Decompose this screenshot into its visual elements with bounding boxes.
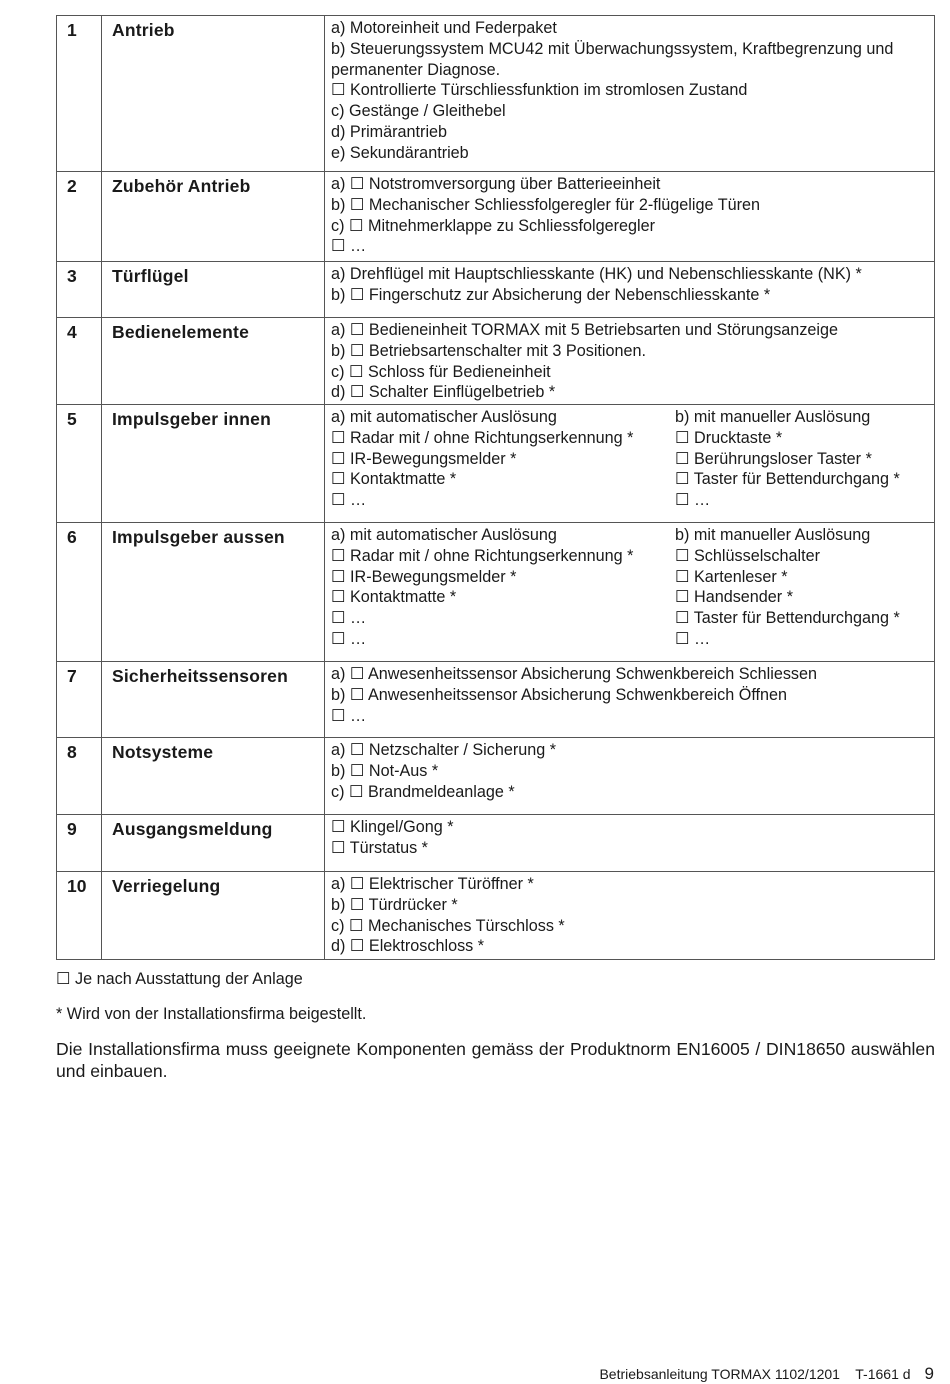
- description-line: b) ☐ Türdrücker *: [331, 895, 458, 914]
- row-number: 2: [57, 172, 102, 262]
- description-line: ☐ Berührungsloser Taster *: [675, 449, 872, 468]
- description-line: ☐ Drucktaste *: [675, 428, 783, 447]
- description-line: ☐ …: [675, 629, 711, 648]
- table-row: [57, 172, 935, 262]
- row-title: Sicherheitssensoren: [102, 662, 325, 738]
- automatic-trigger-column: [331, 407, 675, 511]
- row-description: [325, 872, 935, 960]
- description-line: c) ☐ Mitnehmerklappe zu Schliessfolgeregler: [331, 216, 656, 235]
- description-line: c) ☐ Schloss für Bedieneinheit: [331, 362, 551, 381]
- row-description: [325, 172, 935, 262]
- row-number: 9: [57, 815, 102, 872]
- row-title: Zubehör Antrieb: [102, 172, 325, 262]
- row-title: Verriegelung: [102, 872, 325, 960]
- row-title: Impulsgeber aussen: [102, 523, 325, 662]
- description-line: ☐ …: [331, 609, 367, 628]
- description-line: ☐ IR-Bewegungsmelder *: [331, 449, 517, 468]
- description-columns: [331, 525, 928, 650]
- row-description: [325, 662, 935, 738]
- description-line: a) Motoreinheit und Federpaket: [331, 19, 557, 37]
- page-footer: [599, 1364, 934, 1384]
- description-line: a) ☐ Bedieneinheit TORMAX mit 5 Betriebsarten und Störungsanzeige: [331, 321, 839, 339]
- description-line: c) ☐ Brandmeldeanlage *: [331, 782, 515, 801]
- row-number: 5: [57, 405, 102, 523]
- description-line: a) mit automatischer Auslösung: [331, 526, 557, 544]
- description-line: b) ☐ Fingerschutz zur Absicherung der Nebenschliesskante *: [331, 285, 771, 304]
- description-line: ☐ Türstatus *: [331, 838, 428, 857]
- description-line: d) ☐ Schalter Einflügelbetrieb *: [331, 383, 556, 402]
- description-line: b) mit manueller Auslösung: [675, 526, 871, 544]
- row-title: Notsysteme: [102, 738, 325, 815]
- table-row: [57, 523, 935, 662]
- description-line: ☐ …: [331, 706, 367, 725]
- description-line: ☐ Kontrollierte Türschliessfunktion im stromlosen Zustand: [331, 81, 748, 100]
- description-line: a) ☐ Notstromversorgung über Batterieeinheit: [331, 175, 661, 193]
- row-title: Türflügel: [102, 262, 325, 318]
- description-line: ☐ Taster für Bettendurchgang *: [675, 470, 900, 489]
- table-row: [57, 738, 935, 815]
- row-title: Antrieb: [102, 16, 325, 172]
- row-description: [325, 318, 935, 405]
- row-description: [325, 523, 935, 662]
- manual-trigger-column: [675, 525, 928, 650]
- table-row: [57, 262, 935, 318]
- description-line: ☐ Kartenleser *: [675, 567, 788, 586]
- description-line: ☐ Klingel/Gong *: [331, 818, 454, 836]
- description-line: b) ☐ Not-Aus *: [331, 761, 439, 780]
- checkbox-note: ☐ Je nach Ausstattung der Anlage: [56, 970, 303, 988]
- row-title: Impulsgeber innen: [102, 405, 325, 523]
- row-number: 8: [57, 738, 102, 815]
- table-row: [57, 815, 935, 872]
- row-number: 10: [57, 872, 102, 960]
- description-line: ☐ Schlüsselschalter: [675, 546, 820, 565]
- page-number: 9: [924, 1364, 934, 1383]
- manual-trigger-column: [675, 407, 928, 511]
- description-line: c) ☐ Mechanisches Türschloss *: [331, 916, 565, 935]
- description-line: ☐ …: [331, 629, 367, 648]
- row-number: 7: [57, 662, 102, 738]
- row-number: 1: [57, 16, 102, 172]
- description-line: ☐ Kontaktmatte *: [331, 588, 457, 607]
- description-line: a) Drehflügel mit Hauptschliesskante (HK) und Nebenschliesskante (NK) *: [331, 265, 862, 283]
- document-body: [56, 15, 935, 1082]
- row-description: [325, 815, 935, 872]
- description-columns: [331, 407, 928, 511]
- automatic-trigger-column: [331, 525, 675, 650]
- description-line: d) Primärantrieb: [331, 122, 448, 141]
- row-description: [325, 738, 935, 815]
- table-row: [57, 405, 935, 523]
- table-row: [57, 318, 935, 405]
- description-line: ☐ Handsender *: [675, 588, 793, 607]
- description-line: a) mit automatischer Auslösung: [331, 408, 557, 426]
- description-line: ☐ Kontaktmatte *: [331, 470, 457, 489]
- description-line: a) ☐ Elektrischer Türöffner *: [331, 875, 534, 893]
- component-table-body: [57, 16, 935, 960]
- table-row: [57, 872, 935, 960]
- description-line: ☐ Radar mit / ohne Richtungserkennung *: [331, 428, 634, 447]
- description-line: c) Gestänge / Gleithebel: [331, 102, 506, 121]
- footer-document-reference: Betriebsanleitung TORMAX 1102/1201 T-1661 d: [599, 1366, 911, 1382]
- row-description: [325, 16, 935, 172]
- component-table: [56, 15, 935, 960]
- description-line: b) ☐ Mechanischer Schliessfolgeregler für 2-flügelige Türen: [331, 195, 761, 214]
- row-number: 6: [57, 523, 102, 662]
- description-line: ☐ Taster für Bettendurchgang *: [675, 609, 900, 628]
- description-line: ☐ IR-Bewegungsmelder *: [331, 567, 517, 586]
- description-line: b) ☐ Anwesenheitssensor Absicherung Schwenkbereich Öffnen: [331, 685, 788, 704]
- asterisk-note: * Wird von der Installationsfirma beigestellt.: [56, 1004, 367, 1023]
- row-number: 3: [57, 262, 102, 318]
- description-line: ☐ …: [331, 491, 367, 510]
- description-line: b) Steuerungssystem MCU42 mit Überwachungssystem, Kraftbegrenzung und permanenter Diagnose.: [331, 39, 894, 79]
- description-line: ☐ …: [675, 491, 711, 510]
- description-line: b) mit manueller Auslösung: [675, 408, 871, 426]
- description-line: ☐ Radar mit / ohne Richtungserkennung *: [331, 546, 634, 565]
- row-number: 4: [57, 318, 102, 405]
- description-line: ☐ …: [331, 237, 367, 256]
- description-line: b) ☐ Betriebsartenschalter mit 3 Positionen.: [331, 341, 647, 360]
- table-row: [57, 662, 935, 738]
- norm-note: Die Installationsfirma muss geeignete Komponenten gemäss der Produktnorm EN16005 / DIN18650 auswählen und einbauen.: [56, 1038, 935, 1081]
- row-title: Ausgangsmeldung: [102, 815, 325, 872]
- table-row: [57, 16, 935, 172]
- row-description: [325, 405, 935, 523]
- description-line: a) ☐ Anwesenheitssensor Absicherung Schwenkbereich Schliessen: [331, 665, 818, 683]
- description-line: a) ☐ Netzschalter / Sicherung *: [331, 741, 557, 759]
- row-title: Bedienelemente: [102, 318, 325, 405]
- description-line: e) Sekundärantrieb: [331, 143, 469, 162]
- row-description: [325, 262, 935, 318]
- description-line: d) ☐ Elektroschloss *: [331, 937, 485, 956]
